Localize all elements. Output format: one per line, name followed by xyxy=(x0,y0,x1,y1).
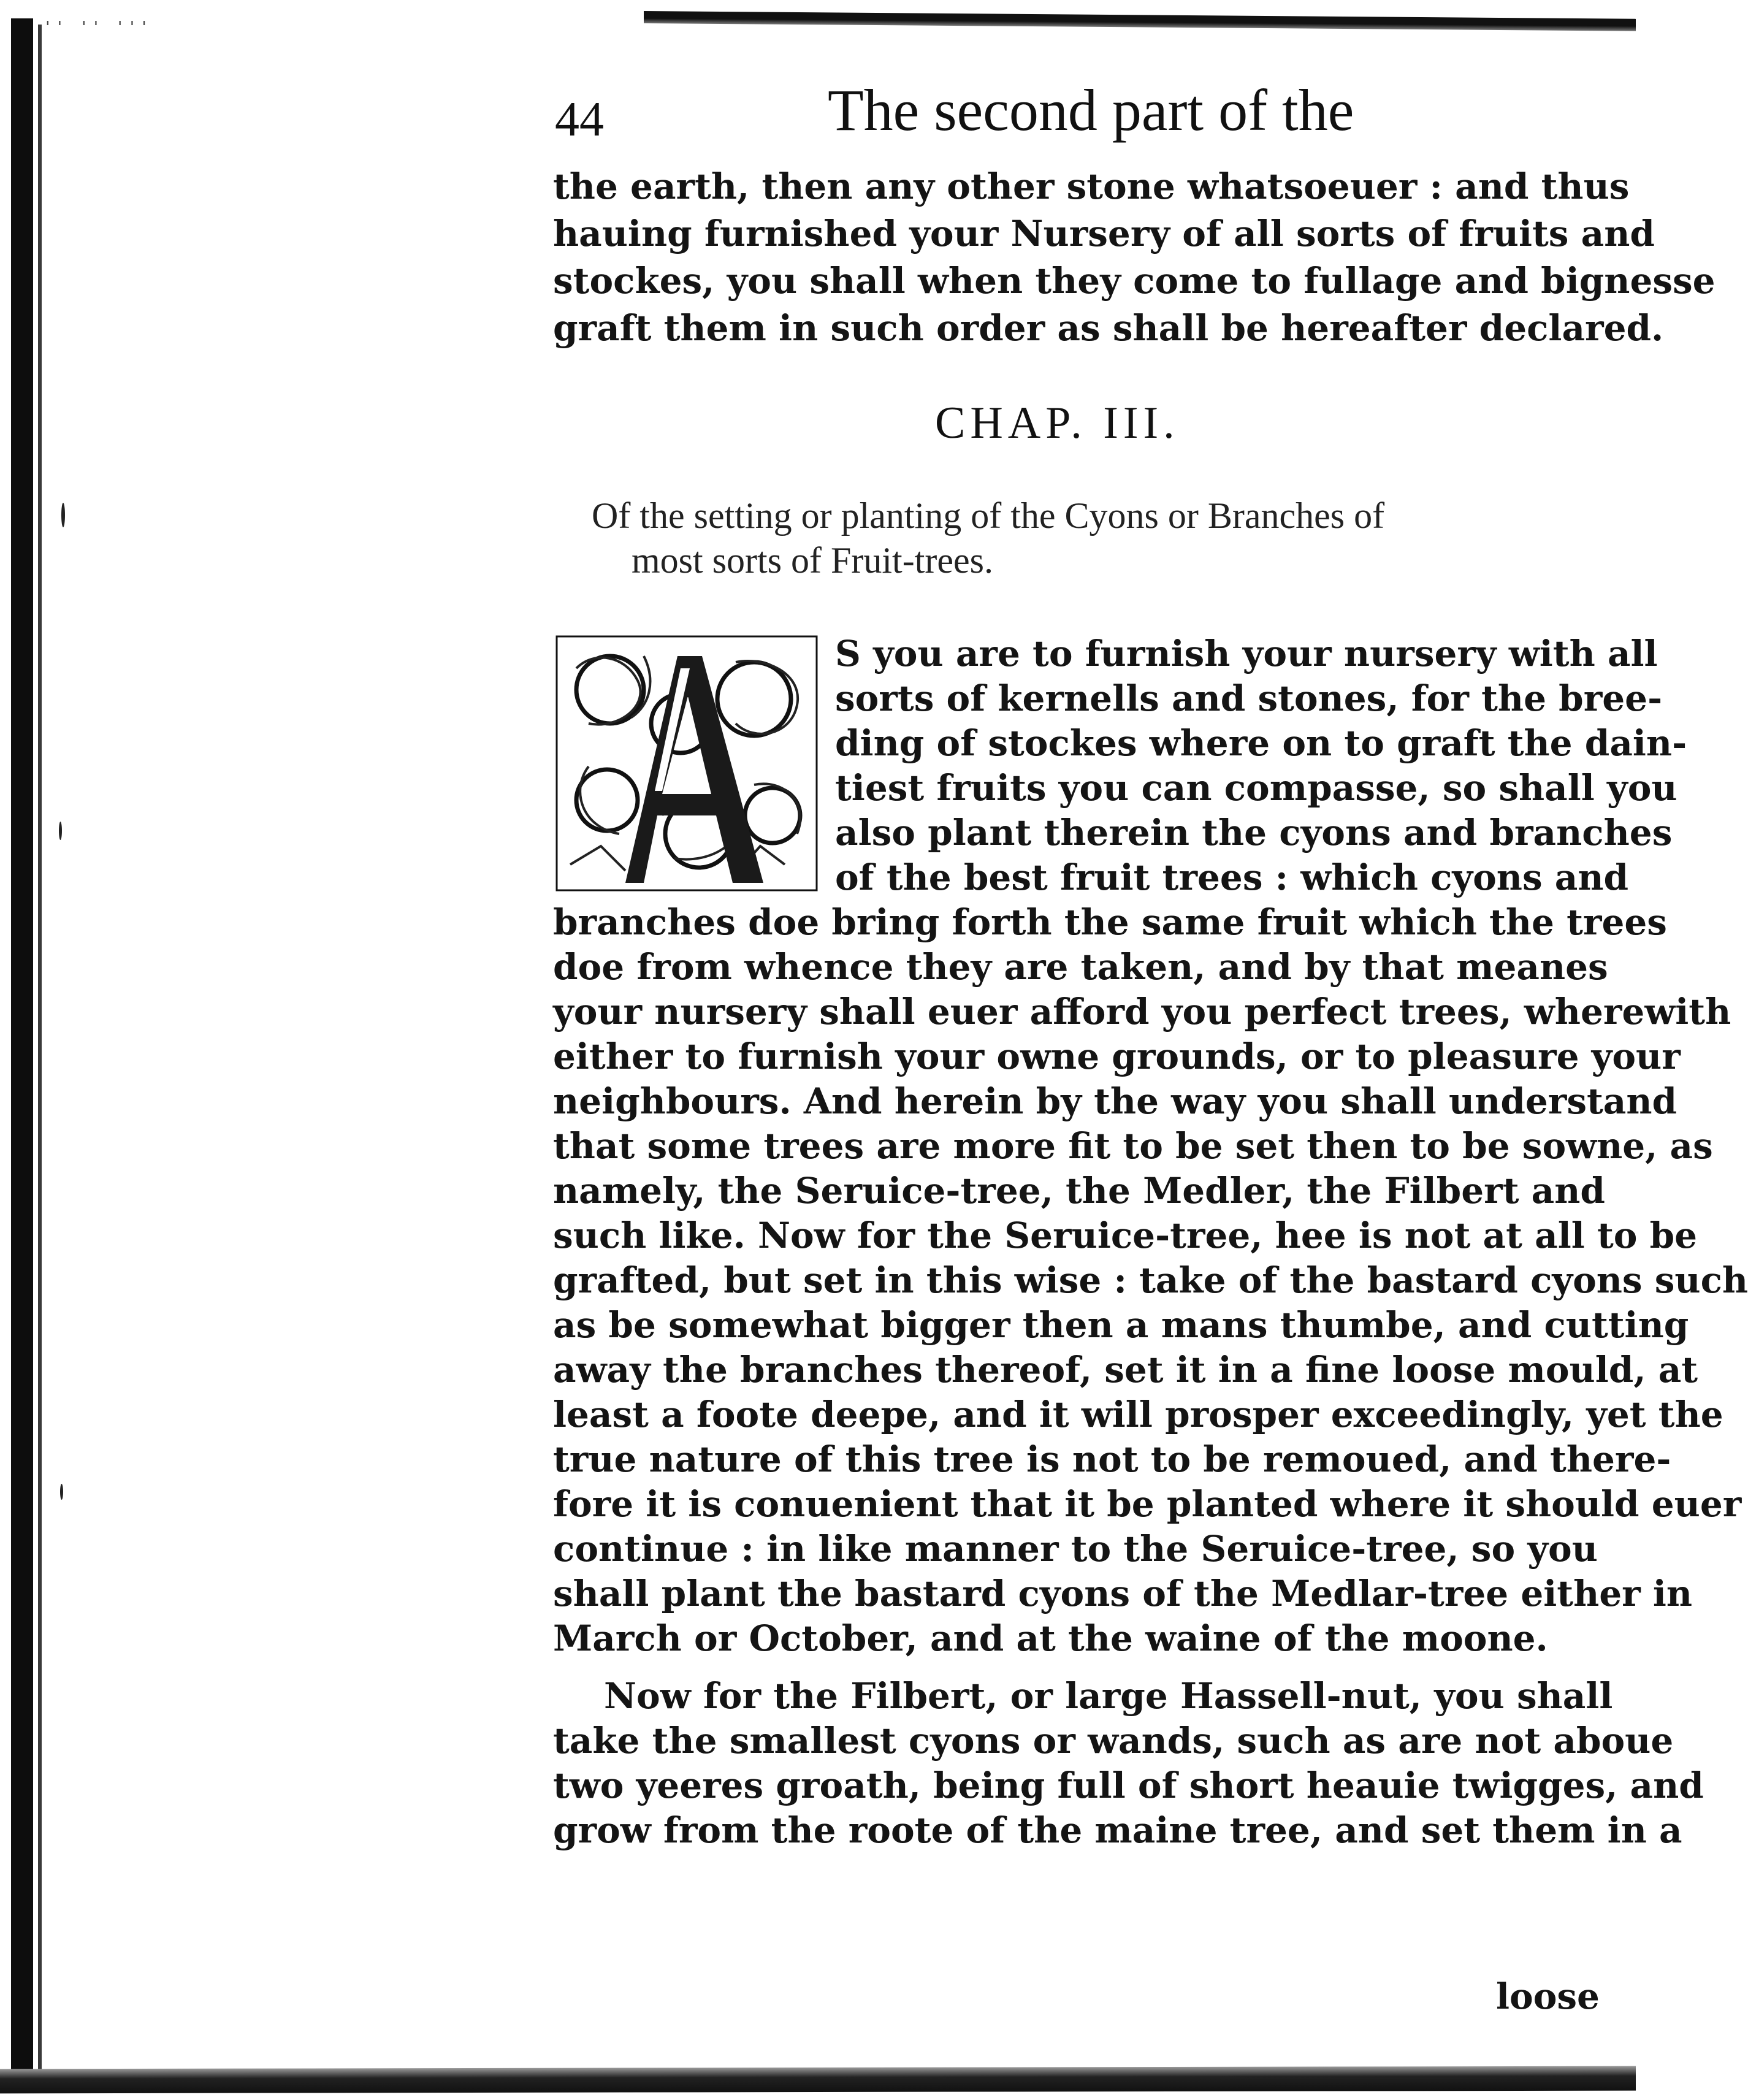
text-line: take the smallest cyons or wands, such as are not aboue xyxy=(553,1720,1674,1762)
page-number: 44 xyxy=(555,93,604,147)
chapter-heading: CHAP. III. xyxy=(935,398,1180,448)
gutter-marks: '' '' ''' xyxy=(43,18,151,37)
text-line: grow from the roote of the maine tree, and set them in a xyxy=(553,1809,1682,1851)
text-line: of the best fruit trees : which cyons and xyxy=(835,857,1629,898)
chapter-summary-line: Of the setting or planting of the Cyons or Branches of xyxy=(592,495,1385,536)
text-line: Now for the Filbert, or large Hassell-nut, you shall xyxy=(604,1675,1613,1717)
text-line: continue : in like manner to the Seruice-tree, so you xyxy=(553,1528,1598,1570)
text-line: stockes, you shall when they come to fullage and bignesse xyxy=(553,260,1716,302)
text-line: fore it is conuenient that it be planted where it should euer xyxy=(553,1483,1742,1525)
chapter-summary-line: most sorts of Fruit-trees. xyxy=(632,540,993,581)
text-line: S you are to furnish your nursery with all xyxy=(835,633,1658,674)
scan-speck xyxy=(59,822,62,840)
text-line: that some trees are more fit to be set then to be sowne, as xyxy=(553,1125,1713,1167)
text-line: true nature of this tree is not to be remoued, and there- xyxy=(553,1438,1671,1480)
text-line: least a foote deepe, and it will prosper exceedingly, yet the xyxy=(553,1394,1723,1435)
scan-left-border xyxy=(11,18,33,2079)
text-line: away the branches thereof, set it in a fine loose mould, at xyxy=(553,1349,1698,1391)
text-line: sorts of kernells and stones, for the bree- xyxy=(835,678,1663,719)
text-line: neighbours. And herein by the way you shall understand xyxy=(553,1080,1677,1122)
text-line: also plant therein the cyons and branches xyxy=(835,812,1673,853)
text-line: March or October, and at the waine of the moone. xyxy=(553,1617,1548,1659)
text-line: such like. Now for the Seruice-tree, hee is not at all to be xyxy=(553,1215,1698,1256)
running-title: The second part of the xyxy=(828,77,1354,143)
text-line: either to furnish your owne grounds, or to pleasure your xyxy=(553,1036,1681,1077)
text-line: grafted, but set in this wise : take of the bastard cyons such xyxy=(553,1259,1748,1301)
text-line: tiest fruits you can compasse, so shall you xyxy=(835,767,1677,809)
text-line: your nursery shall euer afford you perfect trees, wherewith xyxy=(553,991,1731,1033)
text-line: graft them in such order as shall be hereafter declared. xyxy=(553,307,1664,349)
text-line: ding of stockes where on to graft the dain- xyxy=(835,722,1687,764)
text-line: branches doe bring forth the same fruit which the trees xyxy=(553,901,1667,943)
text-line: shall plant the bastard cyons of the Medlar-tree either in xyxy=(553,1573,1693,1614)
scan-left-border-inner xyxy=(38,25,42,2072)
text-line: namely, the Seruice-tree, the Medler, the Filbert and xyxy=(553,1170,1605,1212)
scan-top-border xyxy=(644,11,1636,31)
scan-speck xyxy=(60,1484,63,1500)
text-line: two yeeres groath, being full of short heauie twigges, and xyxy=(553,1765,1704,1806)
catchword: loose xyxy=(1496,1976,1600,2017)
scan-speck xyxy=(61,503,65,527)
text-line: doe from whence they are taken, and by that meanes xyxy=(553,946,1608,988)
text-line: hauing furnished your Nursery of all sorts of fruits and xyxy=(553,213,1655,254)
text-line: the earth, then any other stone whatsoeuer : and thus xyxy=(553,166,1630,207)
scan-bottom-border xyxy=(0,2066,1636,2094)
decorated-initial xyxy=(552,632,822,895)
text-line: as be somewhat bigger then a mans thumbe, and cutting xyxy=(553,1304,1689,1346)
